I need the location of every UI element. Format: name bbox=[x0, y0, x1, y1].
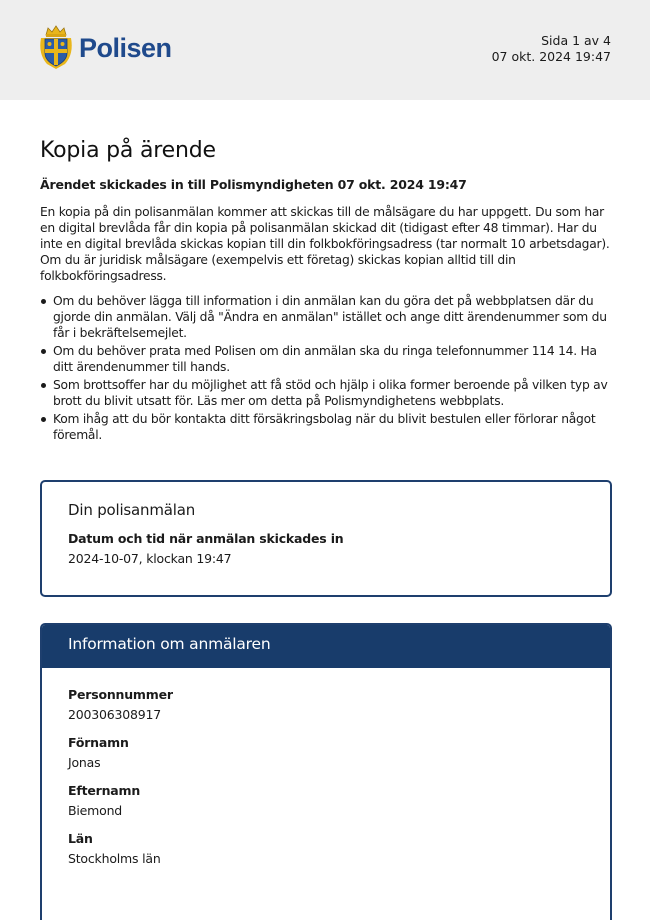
submitted-datetime-value: 2024-10-07, klockan 19:47 bbox=[68, 551, 232, 566]
submitted-datetime-label: Datum och tid när anmälan skickades in bbox=[68, 531, 344, 546]
list-item: Kom ihåg att du bör kontakta ditt försäkringsbolag när du blivit bestulen eller förlorar något föremål. bbox=[40, 411, 612, 443]
polisen-logo bbox=[38, 24, 172, 70]
field-label: Efternamn bbox=[68, 783, 141, 798]
list-item: Om du behöver lägga till information i din anmälan kan du göra det på webbplatsen där du gjorde din anmälan. Välj då "Ändra en anmälan" istället och ange ditt ärendenummer som du får i bekräftelsemejlet. bbox=[40, 293, 612, 341]
police-crest-icon bbox=[38, 24, 74, 70]
brand-name: Polisen bbox=[79, 33, 172, 63]
intro-paragraph: En kopia på din polisanmälan kommer att skickas till de målsägare du har uppgett. Du som har en digital brevlåda får din kopia på polisanmälan skickad dit (tidigast efter 48 timmar). Har du inte en digital brevlåda skickas kopian till din folkbokföringsadress (tar normalt 10 arbetsdagar). Om du är juridisk målsägare (exempelvis ett företag) skickas kopian alltid till din folkbokföringsadress. bbox=[40, 205, 610, 283]
report-card-title: Din polisanmälan bbox=[68, 501, 196, 519]
info-bullet-list bbox=[40, 293, 612, 443]
main-content bbox=[40, 138, 612, 445]
field-label: Län bbox=[68, 831, 93, 846]
field-fornamn bbox=[68, 735, 584, 770]
field-efternamn bbox=[68, 783, 584, 818]
field-label: Förnamn bbox=[68, 735, 129, 750]
field-value: Stockholms län bbox=[68, 851, 161, 866]
field-value: Biemond bbox=[68, 803, 123, 818]
page-meta bbox=[492, 33, 611, 65]
reporter-fields bbox=[42, 668, 610, 898]
field-label: Personnummer bbox=[68, 687, 173, 702]
field-value: 200306308917 bbox=[68, 707, 162, 722]
page-header bbox=[0, 0, 650, 100]
list-item: Som brottsoffer har du möjlighet att få stöd och hjälp i olika former beroende på vilken typ av brott du blivit utsatt för. Läs mer om detta på Polismyndighetens webbplats. bbox=[40, 377, 612, 409]
field-value: Jonas bbox=[68, 755, 101, 770]
reporter-info-card bbox=[40, 623, 612, 920]
page-indicator: Sida 1 av 4 bbox=[541, 33, 611, 48]
field-personnummer bbox=[68, 687, 584, 722]
list-item: Om du behöver prata med Polisen om din anmälan ska du ringa telefonnummer 114 14. Ha ditt ärendenummer till hands. bbox=[40, 343, 612, 375]
print-timestamp: 07 okt. 2024 19:47 bbox=[491, 49, 611, 64]
page-title: Kopia på ärende bbox=[40, 138, 216, 163]
reporter-card-title: Information om anmälaren bbox=[42, 625, 610, 668]
field-lan bbox=[68, 831, 584, 866]
submission-subtitle: Ärendet skickades in till Polismyndigheten 07 okt. 2024 19:47 bbox=[40, 177, 467, 192]
report-card bbox=[40, 480, 612, 597]
